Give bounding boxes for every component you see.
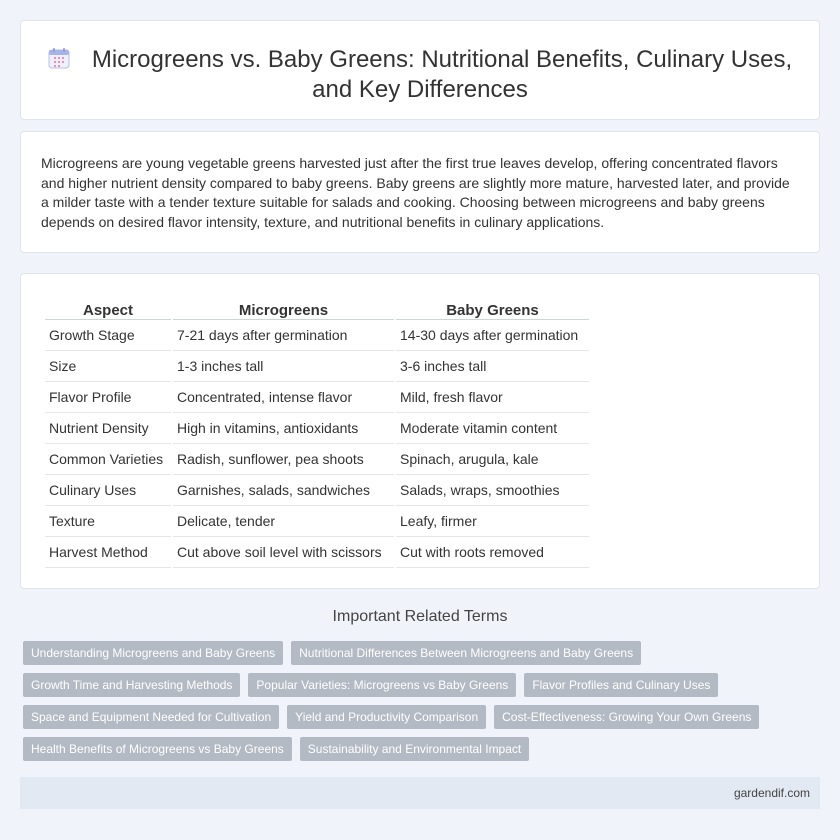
table-cell: Concentrated, intense flavor — [173, 382, 394, 413]
table-cell: Leafy, firmer — [396, 506, 589, 537]
tag-row — [23, 737, 537, 761]
tag-row — [23, 705, 767, 729]
table-row — [45, 413, 589, 444]
table-cell: Harvest Method — [45, 537, 171, 568]
table-cell: 14-30 days after germination — [396, 320, 589, 351]
table-cell: Cut above soil level with scissors — [173, 537, 394, 568]
table-cell: Delicate, tender — [173, 506, 394, 537]
table-cell: Radish, sunflower, pea shoots — [173, 444, 394, 475]
table-cell: 3-6 inches tall — [396, 351, 589, 382]
title-line-1: Microgreens vs. Baby Greens: Nutritional Benefits, Culinary Uses, — [91, 46, 793, 73]
related-term-link[interactable]: Popular Varieties: Microgreens vs Baby Greens — [248, 673, 516, 697]
table-cell: High in vitamins, antioxidants — [173, 413, 394, 444]
comparison-table — [43, 296, 591, 568]
tag-row — [23, 673, 726, 697]
title-card — [20, 20, 820, 120]
table-cell: Common Varieties — [45, 444, 171, 475]
table-cell: Flavor Profile — [45, 382, 171, 413]
table-cell: Culinary Uses — [45, 475, 171, 506]
related-term-link[interactable]: Flavor Profiles and Culinary Uses — [524, 673, 718, 697]
table-cell: Mild, fresh flavor — [396, 382, 589, 413]
tag-row — [23, 641, 649, 665]
table-row — [45, 444, 589, 475]
related-term-link[interactable]: Cost-Effectiveness: Growing Your Own Greens — [494, 705, 759, 729]
header-baby-greens: Baby Greens — [396, 296, 589, 320]
calendar-icon — [48, 47, 70, 69]
table-cell: Growth Stage — [45, 320, 171, 351]
intro-card — [20, 131, 820, 253]
related-term-link[interactable]: Space and Equipment Needed for Cultivation — [23, 705, 279, 729]
table-row — [45, 537, 589, 568]
table-row — [45, 320, 589, 351]
related-terms-title: Important Related Terms — [332, 608, 508, 625]
footer — [20, 777, 820, 809]
table-cell: Spinach, arugula, kale — [396, 444, 589, 475]
table-cell: Cut with roots removed — [396, 537, 589, 568]
intro-text: Microgreens are young vegetable greens harvested just after the first true leaves develop, offering concentrated flavors and higher nutrient density compared to baby greens. Baby greens are slightly more mature, harvested later, and provide a milder taste with a tender texture suitable for salads and cooking. Choosing between microgreens and baby greens depends on desired flavor intensity, texture, and nutritional benefits in culinary applications. — [41, 155, 790, 230]
table-cell: Size — [45, 351, 171, 382]
related-term-link[interactable]: Sustainability and Environmental Impact — [300, 737, 529, 761]
related-term-link[interactable]: Understanding Microgreens and Baby Greens — [23, 641, 283, 665]
table-cell: 7-21 days after germination — [173, 320, 394, 351]
footer-site-link[interactable]: gardendif.com — [733, 786, 810, 800]
related-term-link[interactable]: Yield and Productivity Comparison — [287, 705, 486, 729]
table-cell: Nutrient Density — [45, 413, 171, 444]
table-cell: Moderate vitamin content — [396, 413, 589, 444]
table-row — [45, 506, 589, 537]
page-title — [21, 45, 819, 105]
table-row — [45, 475, 589, 506]
table-row — [45, 382, 589, 413]
table-header-row — [45, 296, 589, 320]
related-term-link[interactable]: Nutritional Differences Between Microgreens and Baby Greens — [291, 641, 641, 665]
table-row — [45, 351, 589, 382]
header-aspect: Aspect — [45, 296, 171, 320]
comparison-card — [20, 273, 820, 589]
related-term-link[interactable]: Health Benefits of Microgreens vs Baby Greens — [23, 737, 292, 761]
table-cell: Garnishes, salads, sandwiches — [173, 475, 394, 506]
related-term-link[interactable]: Growth Time and Harvesting Methods — [23, 673, 240, 697]
table-cell: Texture — [45, 506, 171, 537]
header-microgreens: Microgreens — [173, 296, 394, 320]
table-cell: 1-3 inches tall — [173, 351, 394, 382]
title-line-2: and Key Differences — [312, 76, 528, 103]
table-cell: Salads, wraps, smoothies — [396, 475, 589, 506]
